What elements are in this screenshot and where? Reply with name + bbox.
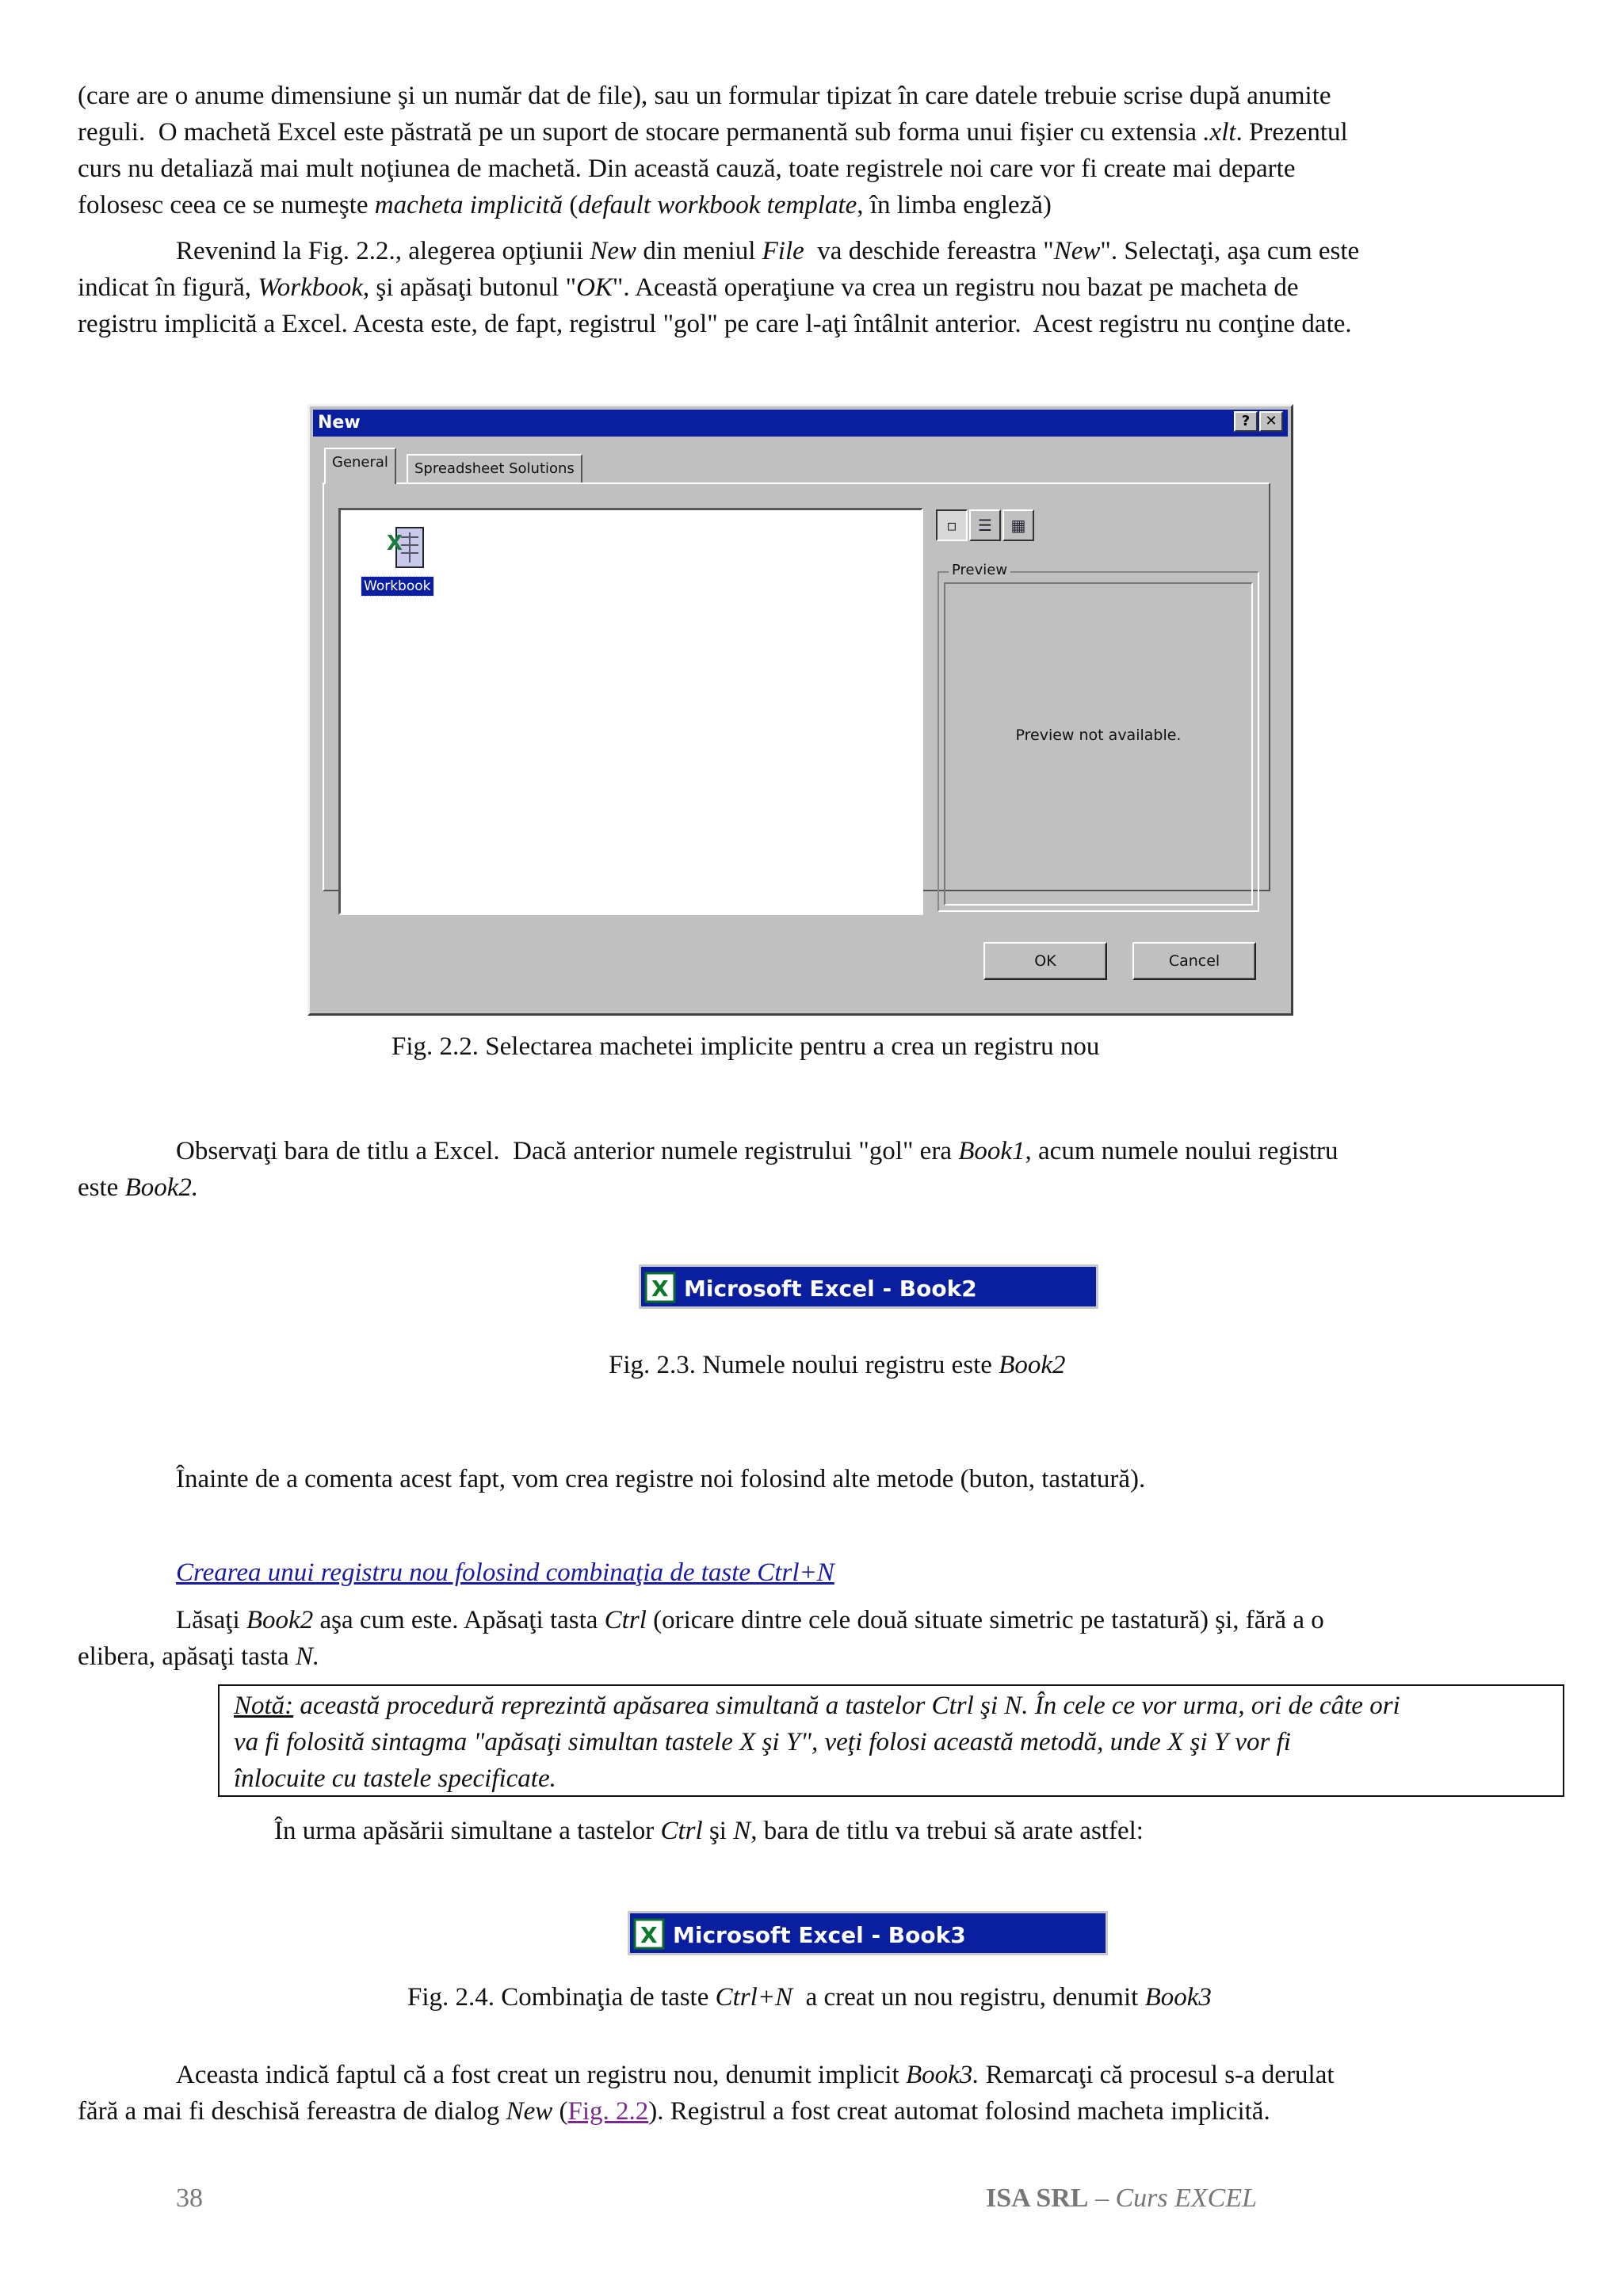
svg-text:X: X [651, 1276, 669, 1302]
page-number: 38 [176, 2183, 203, 2213]
paragraph-other-methods [78, 1461, 1552, 1497]
list-view-icon[interactable]: ☰ [969, 509, 1001, 541]
excel-title-bar-book2 [639, 1264, 1098, 1309]
excel-title-text: Microsoft Excel - Book2 [684, 1276, 977, 1302]
dialog-title-bar [313, 410, 1288, 437]
figure-reference-link[interactable]: Fig. 2.2 [567, 2097, 649, 2126]
section-heading [78, 1554, 1552, 1591]
note-line: va fi folosită sintagma "apăsaţi simultan tastele X şi Y", veţi folosi această metodă, unde X şi Y vor fi [234, 1728, 1291, 1756]
paragraph-simultaneous [78, 1813, 1552, 1849]
text-line: fără a mai fi deschisă fereastra de dialog New (Fig. 2.2). Registrul a fost creat automat folosind macheta implicită. [78, 2097, 1270, 2126]
text-line: Înainte de a comenta acest fapt, vom crea registre noi folosind alte metode (buton, tastatură). [176, 1465, 1146, 1493]
text-line: Revenind la Fig. 2.2., alegerea opţiunii New din meniul File va deschide fereastra "New". Selectaţi, aşa cum este [176, 237, 1360, 265]
text-line: Observaţi bara de titlu a Excel. Dacă anterior numele registrului "gol" era Book1, acum numele noului registru [176, 1137, 1338, 1165]
text-line: indicat în figură, Workbook, şi apăsaţi butonul "OK". Această operaţiune va crea un registru nou bazat pe macheta de [78, 273, 1299, 302]
footer-course: ISA SRL – Curs EXCEL [986, 2183, 1258, 2213]
close-button[interactable]: ✕ [1259, 411, 1283, 432]
preview-label: Preview [949, 562, 1010, 579]
ok-button[interactable]: OK [983, 942, 1107, 980]
note-box [218, 1684, 1564, 1797]
tab-general[interactable]: General [324, 448, 396, 484]
paragraph-book3 [78, 2057, 1552, 2130]
paragraph-ctrl-n [78, 1602, 1552, 1675]
dialog-title: New [318, 413, 361, 433]
text-line: este Book2. [78, 1173, 199, 1202]
excel-icon [633, 1918, 665, 1950]
heading-line [78, 1554, 1552, 1591]
text-line: elibera, apăsaţi tasta N. [78, 1642, 320, 1671]
help-button[interactable]: ? [1234, 411, 1258, 432]
svg-text:X: X [387, 532, 403, 555]
caption-text: Fig. 2.4. Combinaţia de taste Ctrl+N a creat un nou registru, denumit Book3 [407, 1983, 1212, 2012]
template-list[interactable] [338, 508, 923, 915]
section-link[interactable]: Crearea unui registru nou folosind combinaţia de taste Ctrl+N [176, 1558, 834, 1587]
new-dialog-screenshot [307, 404, 1293, 1016]
text-line: curs nu detaliază mai mult noţiunea de machetă. Din această cauză, toate registrele noi care vor fi create mai departe [78, 154, 1296, 183]
workbook-icon[interactable] [384, 523, 431, 574]
text-line: reguli. O machetă Excel este păstrată pe un suport de stocare permanentă sub forma unui fişier cu extensia .xlt. Prezentul [78, 118, 1348, 147]
text-line: Lăsaţi Book2 aşa cum este. Apăsaţi tasta Ctrl (oricare dintre cele două situate simetric pe tastatură) şi, fără a o [176, 1606, 1324, 1634]
tab-spreadsheet-solutions[interactable]: Spreadsheet Solutions [407, 454, 582, 482]
paragraph-title-bar [78, 1133, 1552, 1206]
paragraph-new-dialog [78, 233, 1552, 342]
workbook-label[interactable]: Workbook [361, 577, 433, 596]
preview-message: Preview not available. [1015, 727, 1182, 744]
text-line: În urma apăsării simultane a tastelor Ctrl şi N, bara de titlu va trebui să arate astfel: [274, 1817, 1144, 1845]
excel-title-bar-book3 [628, 1911, 1108, 1955]
paragraph-intro [78, 78, 1552, 223]
note-label: Notă: [234, 1691, 294, 1720]
svg-text:X: X [640, 1922, 658, 1948]
text-line: folosesc ceea ce se numeşte macheta implicită (default workbook template, în limba engleză) [78, 191, 1052, 219]
text-line: registru implicită a Excel. Acesta este, de fapt, registrul "gol" pe care l-aţi întâlnit anterior. Acest registru nu conţine date. [78, 310, 1352, 338]
excel-icon [644, 1272, 676, 1303]
preview-area [944, 582, 1253, 906]
text-line: Aceasta indică faptul că a fost creat un registru nou, denumit implicit Book3. Remarcaţi că procesul s-a derulat [176, 2061, 1335, 2089]
cancel-button[interactable]: Cancel [1132, 942, 1256, 980]
excel-title-text: Microsoft Excel - Book3 [673, 1922, 966, 1948]
note-line: înlocuite cu tastele specificate. [234, 1764, 556, 1793]
note-line: Notă: această procedură reprezintă apăsarea simultană a tastelor Ctrl şi N. În cele ce vor urma, ori de câte ori [234, 1691, 1400, 1720]
text-line: (care are o anume dimensiune şi un număr dat de file), sau un formular tipizat în care datele trebuie scrise după anumite [78, 82, 1331, 110]
large-icons-view-icon[interactable]: ▫ [936, 509, 968, 541]
caption-text: Fig. 2.3. Numele noului registru este Book2 [609, 1351, 1066, 1379]
caption-text: Fig. 2.2. Selectarea machetei implicite pentru a crea un registru nou [391, 1032, 1100, 1061]
details-view-icon[interactable]: ▦ [1002, 509, 1034, 541]
